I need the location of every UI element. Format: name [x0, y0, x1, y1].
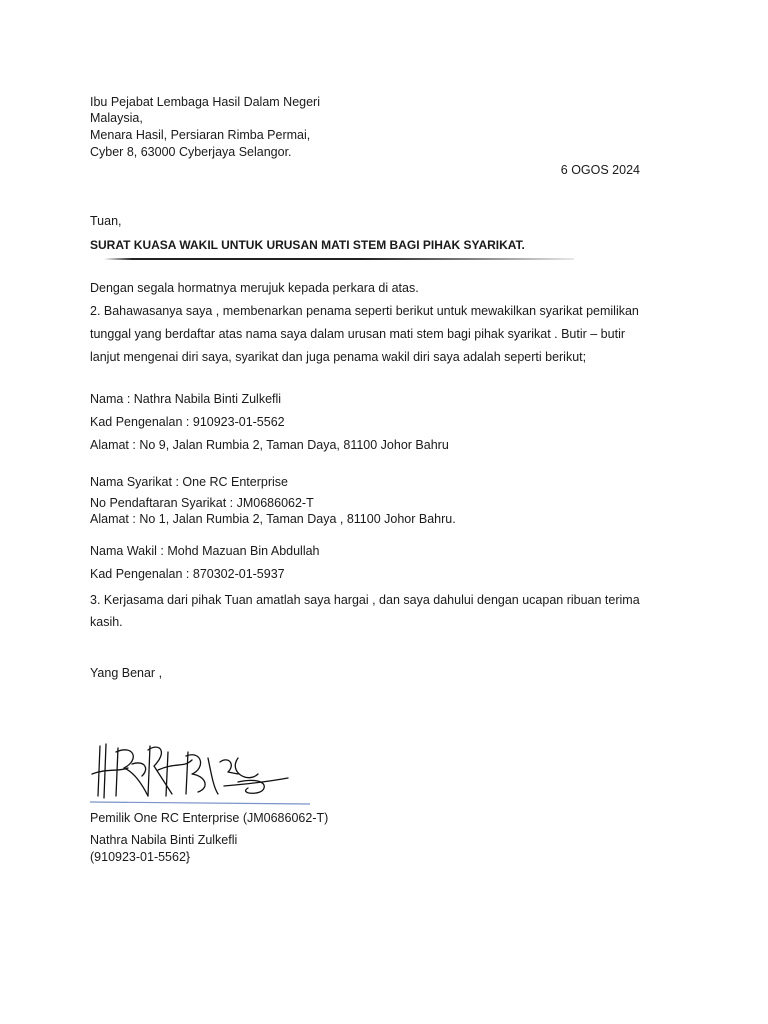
sign-off: Yang Benar , [90, 666, 163, 680]
company-address: Alamat : No 1, Jalan Rumbia 2, Taman Daya , 81100 Johor Bahru. [90, 512, 456, 526]
company-reg-no: No Pendaftaran Syarikat : JM0686062-T [90, 496, 314, 510]
body-para2-line-3: lanjut mengenai diri saya, syarikat dan juga penama wakil diri saya adalah seperti berikut; [90, 350, 587, 364]
closing-para3-line-2: kasih. [90, 615, 123, 629]
closing-para3-line-1: 3. Kerjasama dari pihak Tuan amatlah saya hargai , dan saya dahului dengan ucapan ribuan terima [90, 593, 640, 607]
recipient-address-line-4: Cyber 8, 63000 Cyberjaya Selangor. [90, 145, 292, 159]
owner-address: Alamat : No 9, Jalan Rumbia 2, Taman Daya, 81100 Johor Bahru [90, 438, 449, 452]
letter-date: 6 OGOS 2024 [560, 163, 640, 177]
company-name: Nama Syarikat : One RC Enterprise [90, 475, 288, 489]
subject-underline [104, 258, 574, 260]
body-para2-line-2: tunggal yang berdaftar atas nama saya dalam urusan mati stem bagi pihak syarikat . Butir – butir [90, 327, 626, 341]
body-intro: Dengan segala hormatnya merujuk kepada perkara di atas. [90, 281, 419, 295]
representative-name: Nama Wakil : Mohd Mazuan Bin Abdullah [90, 544, 320, 558]
signatory-ic: (910923-01-5562} [90, 850, 191, 864]
signatory-name: Nathra Nabila Binti Zulkefli [90, 833, 238, 847]
body-para2-line-1: 2. Bahawasanya saya , membenarkan penama seperti berikut untuk mewakilkan syarikat pemilikan [90, 304, 639, 318]
owner-name: Nama : Nathra Nabila Binti Zulkefli [90, 392, 282, 406]
owner-ic: Kad Pengenalan : 910923-01-5562 [90, 415, 285, 429]
recipient-address-line-3: Menara Hasil, Persiaran Rimba Permai, [90, 128, 311, 142]
handwritten-signature [88, 738, 318, 810]
representative-ic: Kad Pengenalan : 870302-01-5937 [90, 567, 285, 581]
salutation: Tuan, [90, 214, 122, 228]
recipient-address-line-2: Malaysia, [90, 111, 143, 125]
signatory-title: Pemilik One RC Enterprise (JM0686062-T) [90, 811, 329, 825]
recipient-address-line-1: Ibu Pejabat Lembaga Hasil Dalam Negeri [90, 95, 320, 109]
subject-heading: SURAT KUASA WAKIL UNTUK URUSAN MATI STEM BAGI PIHAK SYARIKAT. [90, 238, 525, 252]
